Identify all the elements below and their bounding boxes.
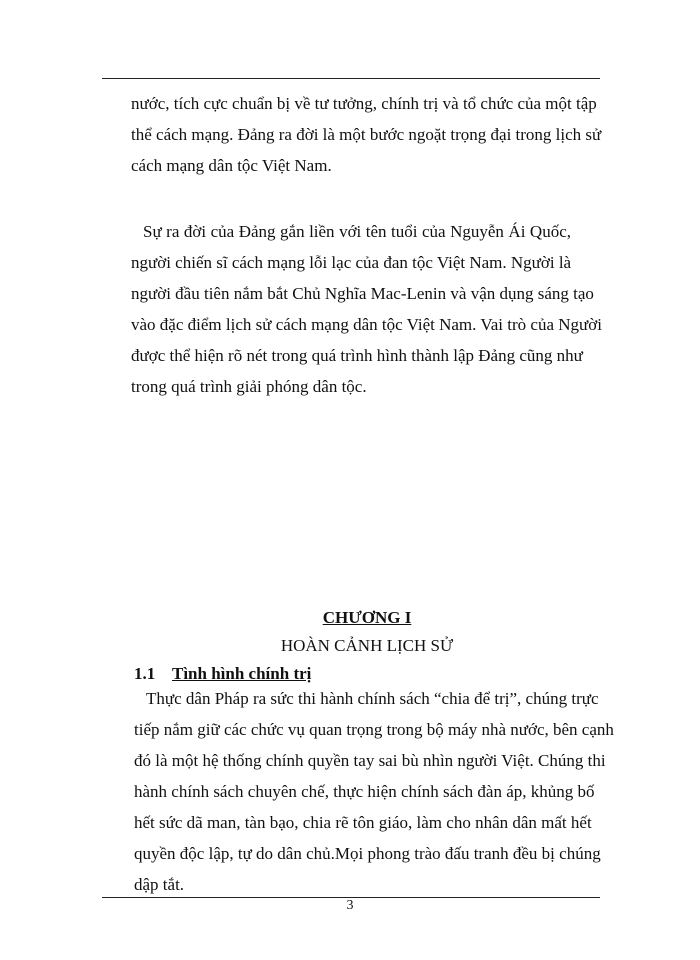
text-line: người đầu tiên nắm bắt Chủ Nghĩa Mac-Lenin và vận dụng sáng tạo <box>131 284 594 303</box>
text-line: được thể hiện rõ nét trong quá trình hình thành lập Đảng cũng như <box>131 346 583 365</box>
chapter-subtitle: HOÀN CẢNH LỊCH SỬ <box>280 636 454 655</box>
text-line: Thực dân Pháp ra sức thi hành chính sách “chia để trị”, chúng trực <box>146 689 599 708</box>
text-line: dập tắt. <box>134 875 185 894</box>
text-line: Sự ra đời của Đảng gắn liền với tên tuổi của Nguyễn Ái Quốc, <box>143 222 571 241</box>
text-line: trong quá trình giải phóng dân tộc. <box>131 377 367 396</box>
text-line: nước, tích cực chuẩn bị về tư tưởng, chính trị và tổ chức của một tập <box>131 94 597 113</box>
section-heading <box>134 664 311 684</box>
text-line: người chiến sĩ cách mạng lỗi lạc của đan tộc Việt Nam. Người là <box>131 253 572 272</box>
text-line: quyền độc lập, tự do dân chủ.Mọi phong trào đấu tranh đều bị chúng <box>134 844 601 863</box>
section-number: 1.1 <box>134 664 156 683</box>
text-line: tiếp nắm giữ các chức vụ quan trọng trong bộ máy nhà nước, bên cạnh <box>134 720 614 739</box>
paragraph-political-situation <box>134 683 614 900</box>
text-line: đó là một hệ thống chính quyền tay sai bù nhìn người Việt. Chúng thi <box>134 751 606 770</box>
text-line: cách mạng dân tộc Việt Nam. <box>131 156 332 175</box>
chapter-title: CHƯƠNG I <box>322 608 412 627</box>
text-line: vào đặc điểm lịch sử cách mạng dân tộc Việt Nam. Vai trò của Người <box>131 315 602 334</box>
header-rule <box>102 78 600 79</box>
paragraph-party-founding <box>131 216 602 402</box>
text-line: hành chính sách chuyên chế, thực hiện chính sách đàn áp, khủng bố <box>134 782 595 801</box>
text-line: hết sức dã man, tàn bạo, chia rẽ tôn giáo, làm cho nhân dân mất hết <box>134 813 592 832</box>
text-line: thể cách mạng. Đảng ra đời là một bước ngoặt trọng đại trong lịch sử <box>131 125 602 144</box>
paragraph-continuation <box>131 88 602 181</box>
section-title: Tình hình chính trị <box>172 664 312 683</box>
page-number: 3 <box>346 898 354 913</box>
